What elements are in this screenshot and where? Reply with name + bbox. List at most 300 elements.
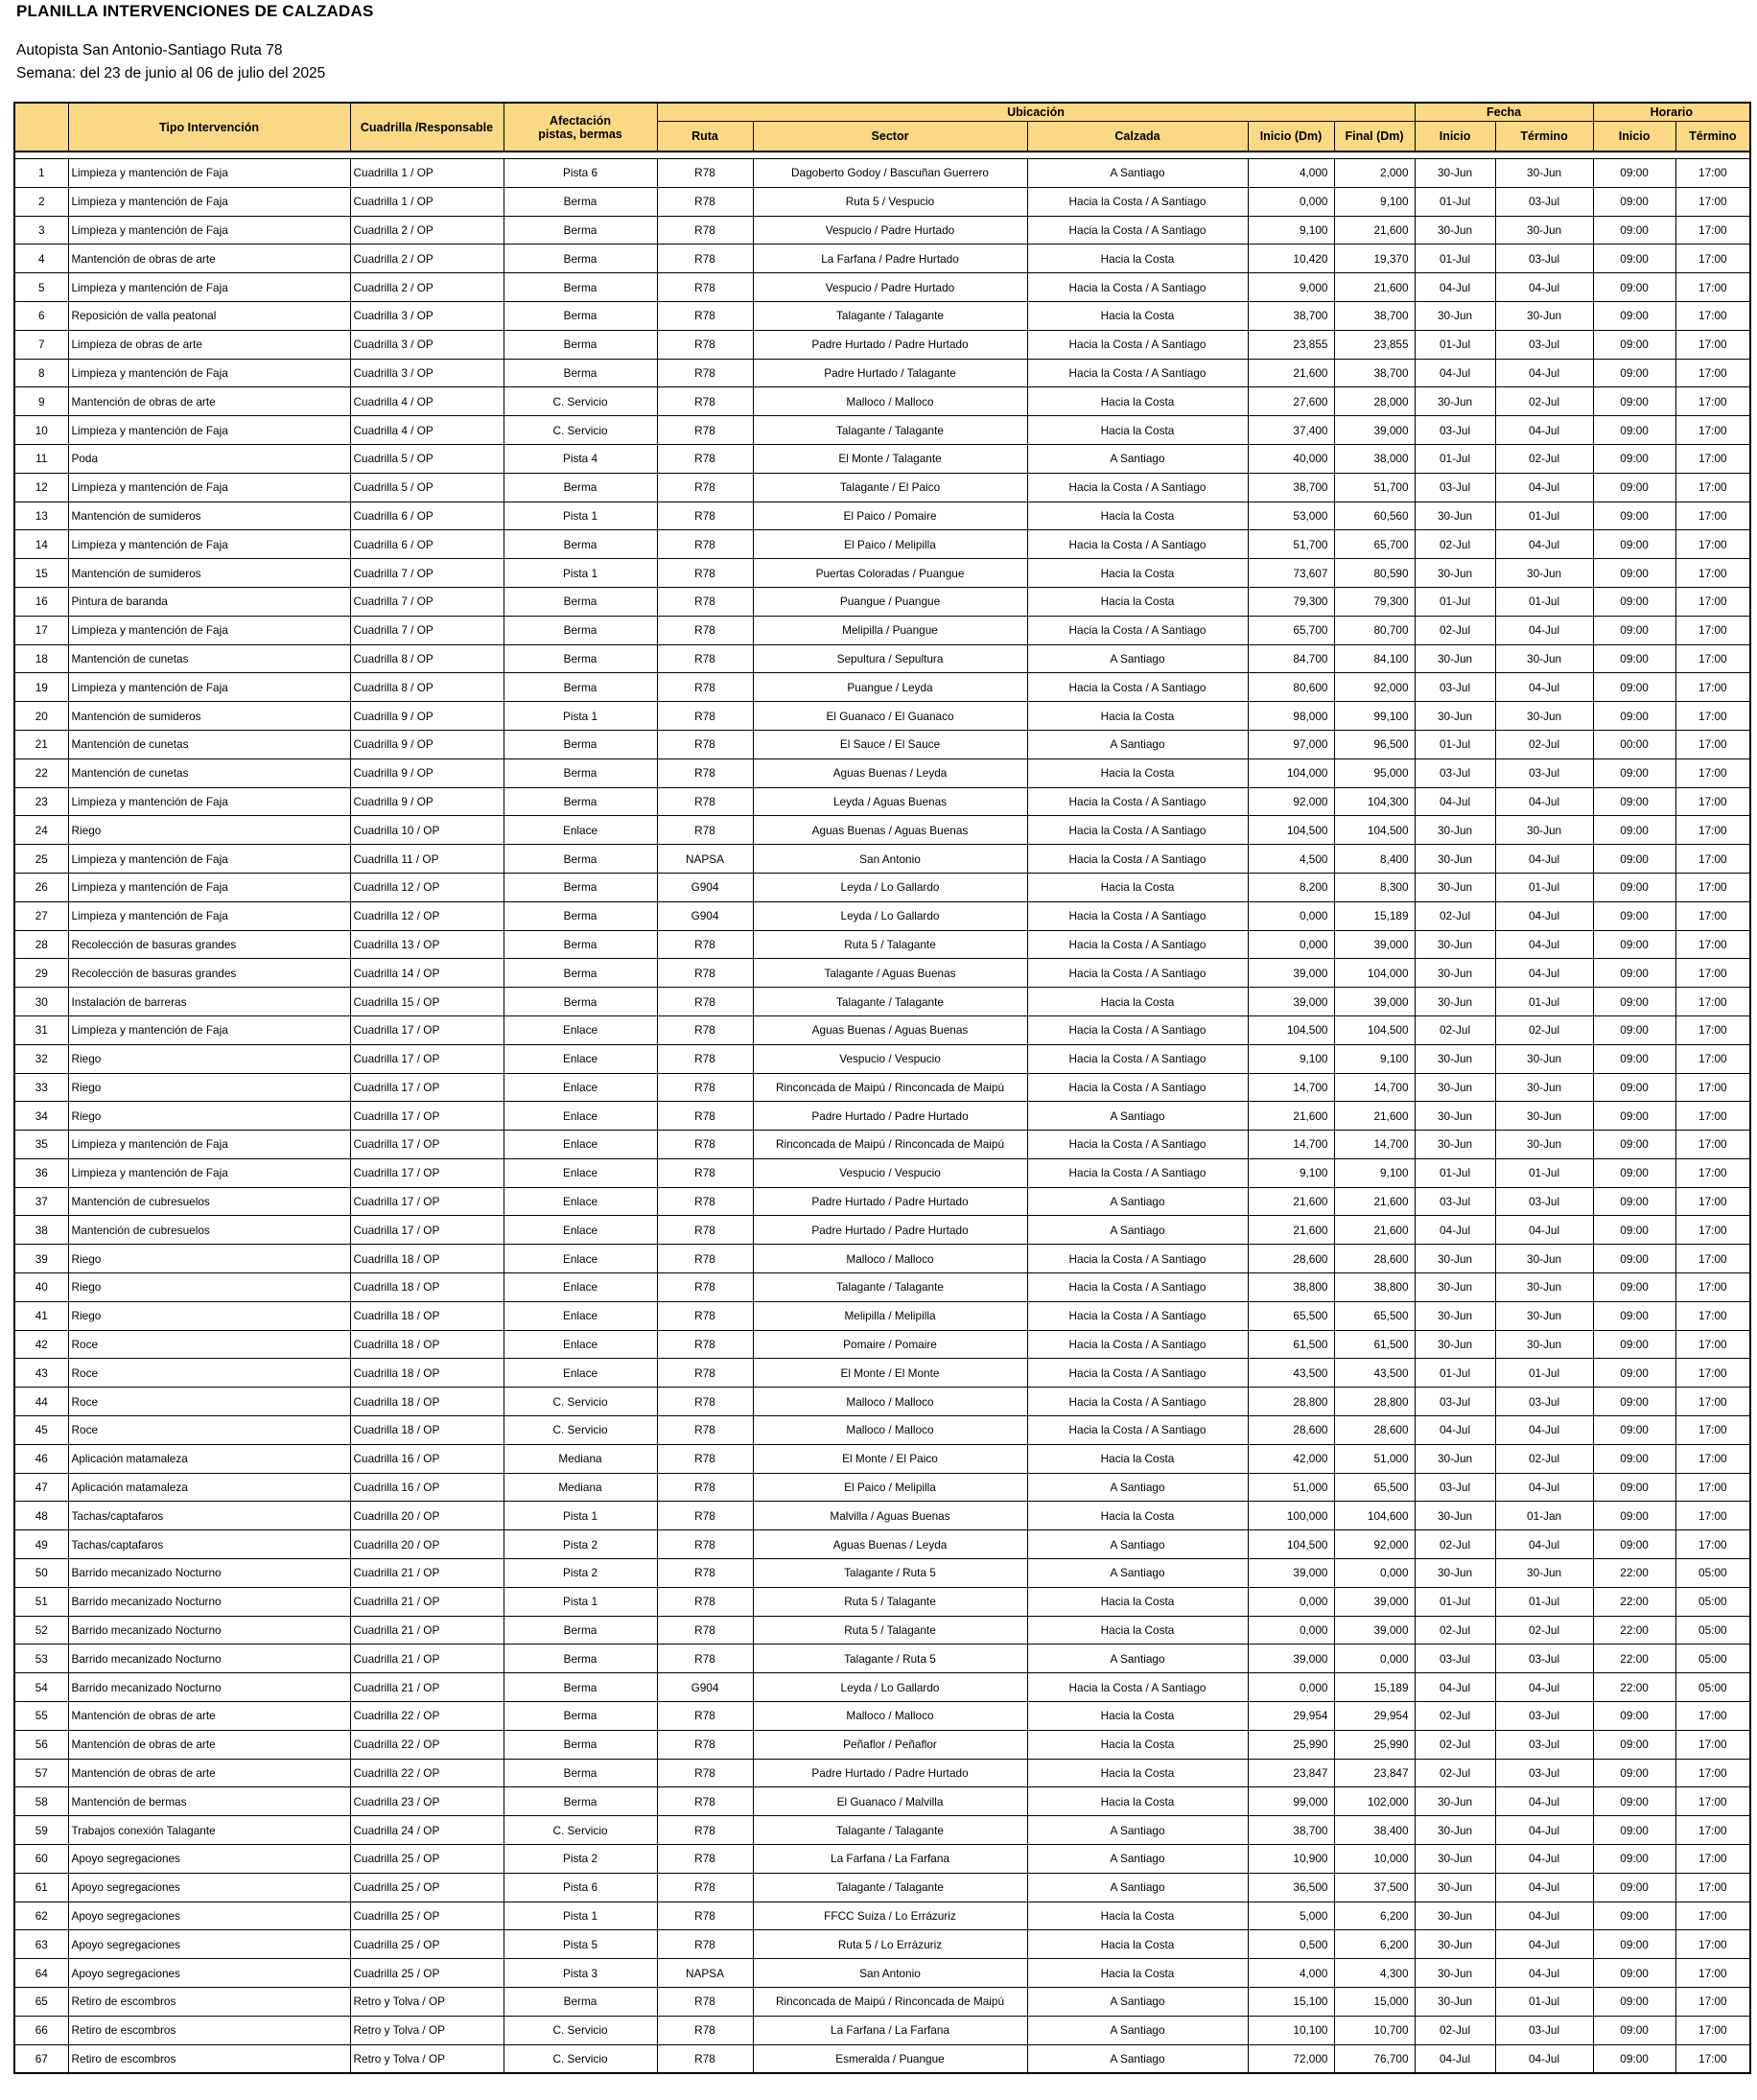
- calzada-cell: Hacia la Costa / A Santiago: [1027, 959, 1248, 988]
- hora-termino-cell: 05:00: [1675, 1616, 1750, 1645]
- hora-inicio-cell: 09:00: [1593, 1759, 1675, 1787]
- fecha-inicio-cell: 03-Jul: [1415, 473, 1495, 502]
- afectacion-cell: Mediana: [504, 1444, 657, 1473]
- calzada-cell: Hacia la Costa / A Santiago: [1027, 473, 1248, 502]
- afectacion-cell: Berma: [504, 787, 657, 816]
- afectacion-cell: Enlace: [504, 816, 657, 845]
- tipo-intervencion-cell: Limpieza y mantención de Faja: [68, 473, 350, 502]
- hora-inicio-cell: 09:00: [1593, 1102, 1675, 1131]
- fecha-termino-cell: 04-Jul: [1495, 673, 1593, 702]
- hora-inicio-cell: 09:00: [1593, 673, 1675, 702]
- fecha-termino-cell: 04-Jul: [1495, 273, 1593, 302]
- ruta-cell: NAPSA: [657, 845, 753, 874]
- fecha-termino-cell: 30-Jun: [1495, 301, 1593, 330]
- ruta-cell: G904: [657, 1673, 753, 1702]
- inicio-dm-cell: 27,600: [1248, 387, 1334, 416]
- ruta-cell: R78: [657, 1902, 753, 1930]
- hora-inicio-cell: 09:00: [1593, 1301, 1675, 1330]
- afectacion-cell: Pista 2: [504, 1559, 657, 1588]
- hora-inicio-cell: 22:00: [1593, 1616, 1675, 1645]
- cuadrilla-cell: Cuadrilla 3 / OP: [350, 301, 504, 330]
- inicio-dm-cell: 0,000: [1248, 901, 1334, 930]
- cuadrilla-cell: Cuadrilla 3 / OP: [350, 330, 504, 359]
- ruta-cell: R78: [657, 1158, 753, 1187]
- table-row: [14, 530, 1750, 559]
- interventions-table: [13, 102, 1751, 2074]
- ruta-cell: R78: [657, 1102, 753, 1131]
- header-final-dm: Final (Dm): [1334, 122, 1415, 152]
- ruta-cell: R78: [657, 1473, 753, 1502]
- table-row: [14, 1616, 1750, 1645]
- ruta-cell: R78: [657, 1988, 753, 2017]
- cuadrilla-cell: Cuadrilla 18 / OP: [350, 1359, 504, 1388]
- fecha-inicio-cell: 30-Jun: [1415, 1330, 1495, 1359]
- afectacion-cell: Enlace: [504, 1102, 657, 1131]
- inicio-dm-cell: 92,000: [1248, 787, 1334, 816]
- hora-inicio-cell: 09:00: [1593, 930, 1675, 959]
- fecha-inicio-cell: 03-Jul: [1415, 1473, 1495, 1502]
- hora-inicio-cell: 09:00: [1593, 416, 1675, 445]
- fecha-termino-cell: 03-Jul: [1495, 2016, 1593, 2044]
- sector-cell: Padre Hurtado / Padre Hurtado: [753, 1102, 1027, 1131]
- afectacion-cell: Berma: [504, 301, 657, 330]
- final-dm-cell: 104,600: [1334, 1502, 1415, 1530]
- row-number-cell: 23: [14, 787, 68, 816]
- sector-cell: Aguas Buenas / Leyda: [753, 758, 1027, 787]
- cuadrilla-cell: Cuadrilla 5 / OP: [350, 444, 504, 473]
- ruta-cell: R78: [657, 2044, 753, 2073]
- ruta-cell: NAPSA: [657, 1959, 753, 1988]
- ruta-cell: G904: [657, 901, 753, 930]
- calzada-cell: Hacia la Costa / A Santiago: [1027, 673, 1248, 702]
- cuadrilla-cell: Cuadrilla 18 / OP: [350, 1330, 504, 1359]
- afectacion-cell: Berma: [504, 873, 657, 901]
- row-number-cell: 49: [14, 1530, 68, 1559]
- ruta-cell: R78: [657, 787, 753, 816]
- hora-termino-cell: 17:00: [1675, 730, 1750, 758]
- cuadrilla-cell: Cuadrilla 18 / OP: [350, 1273, 504, 1302]
- fecha-termino-cell: 04-Jul: [1495, 1902, 1593, 1930]
- final-dm-cell: 29,954: [1334, 1702, 1415, 1731]
- fecha-inicio-cell: 30-Jun: [1415, 1073, 1495, 1102]
- inicio-dm-cell: 21,600: [1248, 1216, 1334, 1245]
- final-dm-cell: 10,000: [1334, 1845, 1415, 1874]
- ruta-cell: R78: [657, 959, 753, 988]
- calzada-cell: Hacia la Costa: [1027, 245, 1248, 273]
- sector-cell: Leyda / Lo Gallardo: [753, 901, 1027, 930]
- fecha-termino-cell: 03-Jul: [1495, 758, 1593, 787]
- row-number-cell: 16: [14, 587, 68, 616]
- header-inicio-dm: Inicio (Dm): [1248, 122, 1334, 152]
- fecha-inicio-cell: 30-Jun: [1415, 559, 1495, 588]
- row-number-cell: 39: [14, 1245, 68, 1273]
- row-number-cell: 11: [14, 444, 68, 473]
- table-row: [14, 1988, 1750, 2017]
- tipo-intervencion-cell: Trabajos conexión Talagante: [68, 1816, 350, 1845]
- fecha-inicio-cell: 01-Jul: [1415, 330, 1495, 359]
- hora-termino-cell: 17:00: [1675, 1930, 1750, 1959]
- calzada-cell: Hacia la Costa / A Santiago: [1027, 1131, 1248, 1159]
- tipo-intervencion-cell: Apoyo segregaciones: [68, 1902, 350, 1930]
- hora-termino-cell: 17:00: [1675, 959, 1750, 988]
- table-row: [14, 758, 1750, 787]
- fecha-termino-cell: 30-Jun: [1495, 1102, 1593, 1131]
- hora-termino-cell: 17:00: [1675, 1816, 1750, 1845]
- fecha-inicio-cell: 30-Jun: [1415, 1930, 1495, 1959]
- afectacion-cell: Enlace: [504, 1187, 657, 1216]
- row-number-cell: 9: [14, 387, 68, 416]
- tipo-intervencion-cell: Mantención de obras de arte: [68, 387, 350, 416]
- hora-inicio-cell: 00:00: [1593, 730, 1675, 758]
- table-row: [14, 330, 1750, 359]
- hora-inicio-cell: 09:00: [1593, 1816, 1675, 1845]
- hora-inicio-cell: 09:00: [1593, 473, 1675, 502]
- final-dm-cell: 6,200: [1334, 1902, 1415, 1930]
- final-dm-cell: 38,000: [1334, 444, 1415, 473]
- table-row: [14, 873, 1750, 901]
- table-row: [14, 1902, 1750, 1930]
- row-number-cell: 22: [14, 758, 68, 787]
- fecha-termino-cell: 30-Jun: [1495, 816, 1593, 845]
- hora-termino-cell: 17:00: [1675, 1959, 1750, 1988]
- cuadrilla-cell: Cuadrilla 12 / OP: [350, 873, 504, 901]
- inicio-dm-cell: 23,847: [1248, 1759, 1334, 1787]
- inicio-dm-cell: 61,500: [1248, 1330, 1334, 1359]
- fecha-inicio-cell: 30-Jun: [1415, 816, 1495, 845]
- afectacion-cell: Berma: [504, 1988, 657, 2017]
- afectacion-cell: C. Servicio: [504, 387, 657, 416]
- hora-termino-cell: 17:00: [1675, 1873, 1750, 1902]
- afectacion-cell: Berma: [504, 1787, 657, 1816]
- fecha-termino-cell: 30-Jun: [1495, 1559, 1593, 1588]
- fecha-termino-cell: 04-Jul: [1495, 1473, 1593, 1502]
- header-num: [14, 103, 68, 152]
- tipo-intervencion-cell: Mantención de obras de arte: [68, 1730, 350, 1759]
- fecha-inicio-cell: 01-Jul: [1415, 1587, 1495, 1616]
- afectacion-cell: Berma: [504, 959, 657, 988]
- fecha-termino-cell: 03-Jul: [1495, 245, 1593, 273]
- hora-inicio-cell: 09:00: [1593, 245, 1675, 273]
- calzada-cell: Hacia la Costa / A Santiago: [1027, 787, 1248, 816]
- hora-termino-cell: 05:00: [1675, 1559, 1750, 1588]
- sector-cell: Malloco / Malloco: [753, 1245, 1027, 1273]
- sector-cell: San Antonio: [753, 1959, 1027, 1988]
- fecha-inicio-cell: 03-Jul: [1415, 673, 1495, 702]
- hora-termino-cell: 05:00: [1675, 1587, 1750, 1616]
- hora-termino-cell: 17:00: [1675, 1702, 1750, 1731]
- final-dm-cell: 92,000: [1334, 1530, 1415, 1559]
- cuadrilla-cell: Cuadrilla 3 / OP: [350, 359, 504, 387]
- inicio-dm-cell: 14,700: [1248, 1131, 1334, 1159]
- ruta-cell: R78: [657, 1730, 753, 1759]
- fecha-termino-cell: 01-Jul: [1495, 1988, 1593, 2017]
- hora-termino-cell: 17:00: [1675, 1216, 1750, 1245]
- afectacion-cell: Enlace: [504, 1015, 657, 1044]
- calzada-cell: A Santiago: [1027, 1873, 1248, 1902]
- inicio-dm-cell: 0,000: [1248, 1673, 1334, 1702]
- calzada-cell: Hacia la Costa / A Santiago: [1027, 216, 1248, 245]
- final-dm-cell: 0,000: [1334, 1559, 1415, 1588]
- inicio-dm-cell: 73,607: [1248, 559, 1334, 588]
- final-dm-cell: 2,000: [1334, 159, 1415, 188]
- table-row: [14, 787, 1750, 816]
- table-row: [14, 1301, 1750, 1330]
- hora-inicio-cell: 09:00: [1593, 758, 1675, 787]
- hora-inicio-cell: 09:00: [1593, 1530, 1675, 1559]
- afectacion-cell: Berma: [504, 530, 657, 559]
- final-dm-cell: 84,100: [1334, 644, 1415, 673]
- cuadrilla-cell: Cuadrilla 4 / OP: [350, 387, 504, 416]
- afectacion-cell: Berma: [504, 901, 657, 930]
- cuadrilla-cell: Cuadrilla 18 / OP: [350, 1388, 504, 1416]
- fecha-termino-cell: 03-Jul: [1495, 330, 1593, 359]
- calzada-cell: Hacia la Costa / A Santiago: [1027, 1245, 1248, 1273]
- sector-cell: El Guanaco / Malvilla: [753, 1787, 1027, 1816]
- fecha-inicio-cell: 30-Jun: [1415, 1873, 1495, 1902]
- hora-termino-cell: 17:00: [1675, 1416, 1750, 1445]
- tipo-intervencion-cell: Limpieza y mantención de Faja: [68, 616, 350, 644]
- ruta-cell: R78: [657, 1187, 753, 1216]
- table-row: [14, 1816, 1750, 1845]
- header-sector: Sector: [753, 122, 1027, 152]
- fecha-termino-cell: 04-Jul: [1495, 959, 1593, 988]
- final-dm-cell: 25,990: [1334, 1730, 1415, 1759]
- afectacion-cell: Berma: [504, 845, 657, 874]
- calzada-cell: Hacia la Costa: [1027, 1730, 1248, 1759]
- sector-cell: Talagante / Aguas Buenas: [753, 959, 1027, 988]
- table-row: [14, 502, 1750, 530]
- header-afectacion-line1: Afectación: [550, 113, 611, 128]
- fecha-inicio-cell: 01-Jul: [1415, 444, 1495, 473]
- tipo-intervencion-cell: Tachas/captafaros: [68, 1530, 350, 1559]
- tipo-intervencion-cell: Mantención de cunetas: [68, 758, 350, 787]
- table-row: [14, 1759, 1750, 1787]
- hora-termino-cell: 17:00: [1675, 1015, 1750, 1044]
- table-row: [14, 1131, 1750, 1159]
- calzada-cell: Hacia la Costa: [1027, 559, 1248, 588]
- ruta-cell: R78: [657, 587, 753, 616]
- ruta-cell: R78: [657, 988, 753, 1016]
- cuadrilla-cell: Cuadrilla 7 / OP: [350, 587, 504, 616]
- fecha-inicio-cell: 02-Jul: [1415, 2016, 1495, 2044]
- fecha-inicio-cell: 01-Jul: [1415, 187, 1495, 216]
- table-row: [14, 845, 1750, 874]
- sector-cell: La Farfana / La Farfana: [753, 2016, 1027, 2044]
- row-number-cell: 5: [14, 273, 68, 302]
- final-dm-cell: 99,100: [1334, 702, 1415, 731]
- table-row: [14, 301, 1750, 330]
- tipo-intervencion-cell: Poda: [68, 444, 350, 473]
- sector-cell: FFCC Suiza / Lo Errázuriz: [753, 1902, 1027, 1930]
- cuadrilla-cell: Cuadrilla 8 / OP: [350, 673, 504, 702]
- hora-inicio-cell: 09:00: [1593, 1988, 1675, 2017]
- hora-inicio-cell: 09:00: [1593, 587, 1675, 616]
- fecha-inicio-cell: 01-Jul: [1415, 730, 1495, 758]
- row-number-cell: 65: [14, 1988, 68, 2017]
- hora-inicio-cell: 09:00: [1593, 187, 1675, 216]
- tipo-intervencion-cell: Limpieza de obras de arte: [68, 330, 350, 359]
- final-dm-cell: 9,100: [1334, 187, 1415, 216]
- tipo-intervencion-cell: Limpieza y mantención de Faja: [68, 1015, 350, 1044]
- sector-cell: Padre Hurtado / Padre Hurtado: [753, 1759, 1027, 1787]
- calzada-cell: A Santiago: [1027, 1645, 1248, 1673]
- final-dm-cell: 95,000: [1334, 758, 1415, 787]
- hora-inicio-cell: 09:00: [1593, 2044, 1675, 2073]
- hora-termino-cell: 17:00: [1675, 159, 1750, 188]
- header-tipo: Tipo Intervención: [68, 103, 350, 152]
- row-number-cell: 46: [14, 1444, 68, 1473]
- final-dm-cell: 38,700: [1334, 301, 1415, 330]
- fecha-termino-cell: 04-Jul: [1495, 359, 1593, 387]
- final-dm-cell: 15,189: [1334, 901, 1415, 930]
- hora-termino-cell: 17:00: [1675, 387, 1750, 416]
- fecha-inicio-cell: 30-Jun: [1415, 1559, 1495, 1588]
- hora-termino-cell: 17:00: [1675, 1131, 1750, 1159]
- tipo-intervencion-cell: Limpieza y mantención de Faja: [68, 901, 350, 930]
- sector-cell: Talagante / Talagante: [753, 988, 1027, 1016]
- fecha-termino-cell: 01-Jul: [1495, 988, 1593, 1016]
- inicio-dm-cell: 4,500: [1248, 845, 1334, 874]
- sector-cell: Malloco / Malloco: [753, 1702, 1027, 1731]
- tipo-intervencion-cell: Mantención de sumideros: [68, 702, 350, 731]
- hora-termino-cell: 17:00: [1675, 901, 1750, 930]
- sector-cell: El Paico / Pomaire: [753, 502, 1027, 530]
- hora-termino-cell: 17:00: [1675, 1102, 1750, 1131]
- hora-inicio-cell: 09:00: [1593, 616, 1675, 644]
- hora-inicio-cell: 09:00: [1593, 1388, 1675, 1416]
- table-row: [14, 1845, 1750, 1874]
- tipo-intervencion-cell: Recolección de basuras grandes: [68, 959, 350, 988]
- ruta-cell: R78: [657, 758, 753, 787]
- table-row: [14, 1359, 1750, 1388]
- cuadrilla-cell: Cuadrilla 2 / OP: [350, 216, 504, 245]
- cuadrilla-cell: Cuadrilla 12 / OP: [350, 901, 504, 930]
- tipo-intervencion-cell: Riego: [68, 1102, 350, 1131]
- table-row: [14, 1587, 1750, 1616]
- tipo-intervencion-cell: Limpieza y mantención de Faja: [68, 273, 350, 302]
- fecha-inicio-cell: 02-Jul: [1415, 1730, 1495, 1759]
- table-row: [14, 1559, 1750, 1588]
- fecha-termino-cell: 30-Jun: [1495, 644, 1593, 673]
- afectacion-cell: Berma: [504, 473, 657, 502]
- ruta-cell: R78: [657, 730, 753, 758]
- inicio-dm-cell: 84,700: [1248, 644, 1334, 673]
- cuadrilla-cell: Cuadrilla 23 / OP: [350, 1787, 504, 1816]
- fecha-termino-cell: 04-Jul: [1495, 1873, 1593, 1902]
- row-number-cell: 28: [14, 930, 68, 959]
- fecha-termino-cell: 01-Jul: [1495, 873, 1593, 901]
- afectacion-cell: C. Servicio: [504, 1416, 657, 1445]
- hora-inicio-cell: 22:00: [1593, 1645, 1675, 1673]
- table-row: [14, 1930, 1750, 1959]
- afectacion-cell: Pista 4: [504, 444, 657, 473]
- fecha-inicio-cell: 04-Jul: [1415, 1673, 1495, 1702]
- cuadrilla-cell: Cuadrilla 10 / OP: [350, 816, 504, 845]
- inicio-dm-cell: 39,000: [1248, 988, 1334, 1016]
- afectacion-cell: C. Servicio: [504, 1388, 657, 1416]
- sector-cell: Talagante / Talagante: [753, 1816, 1027, 1845]
- sector-cell: Talagante / Talagante: [753, 301, 1027, 330]
- inicio-dm-cell: 38,800: [1248, 1273, 1334, 1302]
- cuadrilla-cell: Cuadrilla 4 / OP: [350, 416, 504, 445]
- fecha-inicio-cell: 30-Jun: [1415, 988, 1495, 1016]
- table-row: [14, 273, 1750, 302]
- afectacion-cell: Pista 3: [504, 1959, 657, 1988]
- fecha-inicio-cell: 04-Jul: [1415, 359, 1495, 387]
- tipo-intervencion-cell: Riego: [68, 1245, 350, 1273]
- afectacion-cell: Enlace: [504, 1158, 657, 1187]
- row-number-cell: 43: [14, 1359, 68, 1388]
- hora-inicio-cell: 09:00: [1593, 387, 1675, 416]
- fecha-inicio-cell: 02-Jul: [1415, 530, 1495, 559]
- tipo-intervencion-cell: Apoyo segregaciones: [68, 1873, 350, 1902]
- fecha-inicio-cell: 30-Jun: [1415, 502, 1495, 530]
- calzada-cell: Hacia la Costa: [1027, 702, 1248, 731]
- fecha-inicio-cell: 01-Jul: [1415, 587, 1495, 616]
- fecha-termino-cell: 30-Jun: [1495, 1073, 1593, 1102]
- hora-termino-cell: 17:00: [1675, 359, 1750, 387]
- row-number-cell: 48: [14, 1502, 68, 1530]
- afectacion-cell: C. Servicio: [504, 2044, 657, 2073]
- afectacion-cell: Enlace: [504, 1216, 657, 1245]
- sector-cell: San Antonio: [753, 845, 1027, 874]
- sector-cell: Aguas Buenas / Aguas Buenas: [753, 1015, 1027, 1044]
- hora-termino-cell: 17:00: [1675, 1273, 1750, 1302]
- sector-cell: Ruta 5 / Lo Errázuriz: [753, 1930, 1027, 1959]
- tipo-intervencion-cell: Mantención de obras de arte: [68, 1702, 350, 1731]
- calzada-cell: Hacia la Costa: [1027, 301, 1248, 330]
- fecha-termino-cell: 04-Jul: [1495, 416, 1593, 445]
- table-row: [14, 1073, 1750, 1102]
- row-number-cell: 41: [14, 1301, 68, 1330]
- cuadrilla-cell: Cuadrilla 9 / OP: [350, 787, 504, 816]
- hora-termino-cell: 17:00: [1675, 530, 1750, 559]
- hora-termino-cell: 17:00: [1675, 673, 1750, 702]
- fecha-inicio-cell: 03-Jul: [1415, 1645, 1495, 1673]
- ruta-cell: R78: [657, 1073, 753, 1102]
- cuadrilla-cell: Cuadrilla 24 / OP: [350, 1816, 504, 1845]
- table-row: [14, 416, 1750, 445]
- cuadrilla-cell: Cuadrilla 17 / OP: [350, 1015, 504, 1044]
- calzada-cell: Hacia la Costa / A Santiago: [1027, 616, 1248, 644]
- sector-cell: El Paico / Melipilla: [753, 530, 1027, 559]
- hora-termino-cell: 17:00: [1675, 1330, 1750, 1359]
- inicio-dm-cell: 25,990: [1248, 1730, 1334, 1759]
- tipo-intervencion-cell: Mantención de cubresuelos: [68, 1187, 350, 1216]
- fecha-inicio-cell: 30-Jun: [1415, 1245, 1495, 1273]
- inicio-dm-cell: 0,500: [1248, 1930, 1334, 1959]
- table-header: [14, 103, 1750, 152]
- hora-inicio-cell: 09:00: [1593, 330, 1675, 359]
- row-number-cell: 60: [14, 1845, 68, 1874]
- cuadrilla-cell: Cuadrilla 7 / OP: [350, 616, 504, 644]
- table-row: [14, 1730, 1750, 1759]
- row-number-cell: 45: [14, 1416, 68, 1445]
- inicio-dm-cell: 9,100: [1248, 216, 1334, 245]
- calzada-cell: Hacia la Costa / A Santiago: [1027, 1359, 1248, 1388]
- fecha-inicio-cell: 30-Jun: [1415, 1273, 1495, 1302]
- cuadrilla-cell: Cuadrilla 17 / OP: [350, 1158, 504, 1187]
- tipo-intervencion-cell: Retiro de escombros: [68, 2016, 350, 2044]
- fecha-termino-cell: 30-Jun: [1495, 559, 1593, 588]
- hora-termino-cell: 17:00: [1675, 245, 1750, 273]
- table-row: [14, 1959, 1750, 1988]
- sector-cell: Rinconcada de Maipú / Rinconcada de Maipú: [753, 1073, 1027, 1102]
- fecha-inicio-cell: 01-Jul: [1415, 1359, 1495, 1388]
- final-dm-cell: 9,100: [1334, 1158, 1415, 1187]
- tipo-intervencion-cell: Retiro de escombros: [68, 1988, 350, 2017]
- tipo-intervencion-cell: Roce: [68, 1330, 350, 1359]
